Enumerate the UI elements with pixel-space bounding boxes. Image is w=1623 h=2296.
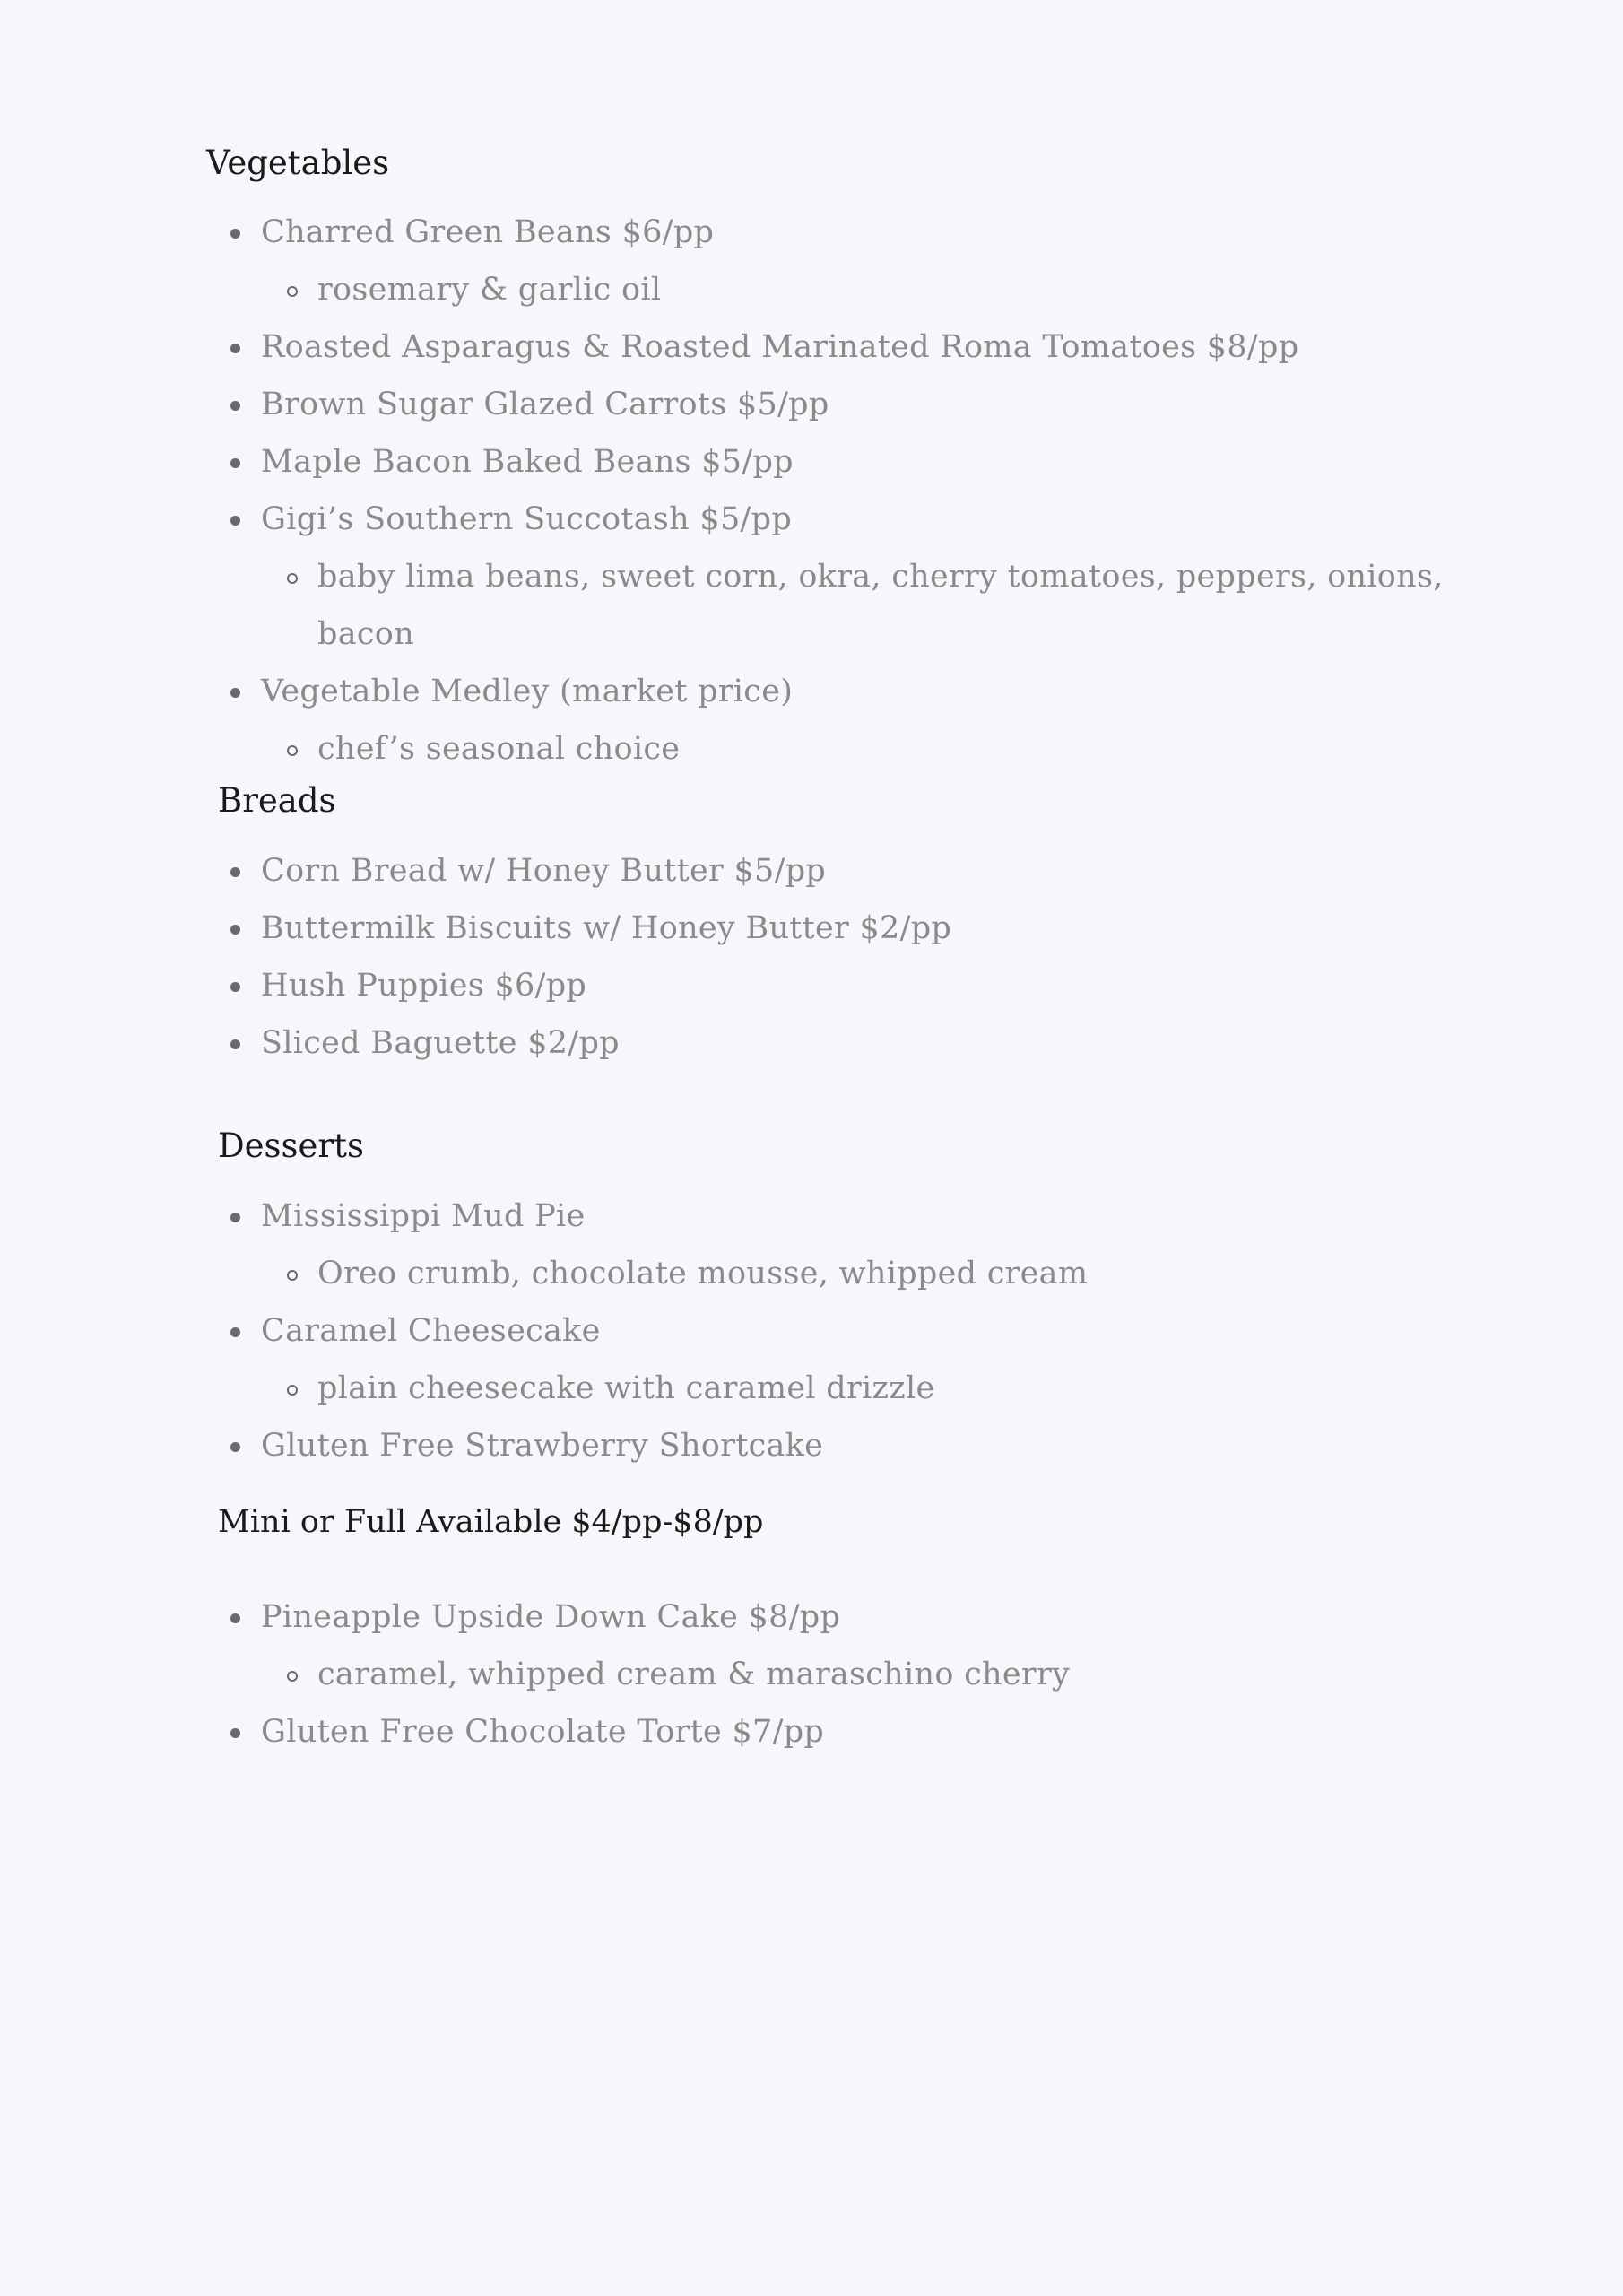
desserts-availability-note: Mini or Full Available $4/pp-$8/pp <box>218 1504 764 1540</box>
list-item <box>261 501 793 537</box>
item-description: Oreo crumb, chocolate mousse, whipped cream <box>317 1256 1089 1292</box>
bullet-icon <box>230 1728 240 1738</box>
item-description: caramel, whipped cream & maraschino cherry <box>317 1657 1071 1692</box>
list-item <box>261 329 1299 365</box>
item-label: Gluten Free Chocolate Torte $7/pp <box>261 1714 825 1750</box>
item-description: rosemary & garlic oil <box>317 272 662 308</box>
item-description: baby lima beans, sweet corn, okra, cherry tomatoes, peppers, onions, <box>317 559 1444 595</box>
item-label: Brown Sugar Glazed Carrots $5/pp <box>261 387 829 422</box>
bullet-icon <box>230 982 240 992</box>
item-label: Sliced Baguette $2/pp <box>261 1025 620 1061</box>
list-item <box>261 389 829 421</box>
list-subitem <box>317 731 681 767</box>
bullet-icon <box>230 458 240 468</box>
hollow-bullet-icon <box>287 286 298 297</box>
bullet-icon <box>230 925 240 935</box>
bullet-icon <box>230 1327 240 1337</box>
item-label: Caramel Cheesecake <box>261 1313 601 1349</box>
list-item <box>261 444 794 480</box>
list-item <box>261 910 952 946</box>
list-item <box>261 1198 586 1234</box>
desserts-heading: Desserts <box>218 1126 364 1165</box>
list-subitem <box>317 1370 935 1406</box>
list-item <box>261 1025 620 1061</box>
list-item <box>261 676 793 708</box>
hollow-bullet-icon <box>287 573 298 584</box>
bullet-icon <box>230 1039 240 1049</box>
item-label: Vegetable Medley (market price) <box>261 674 794 709</box>
bullet-icon <box>230 516 240 526</box>
list-subitem <box>317 559 1444 652</box>
hollow-bullet-icon <box>287 1671 298 1682</box>
item-label: Corn Bread w/ Honey Butter $5/pp <box>261 853 827 889</box>
breads-heading: Breads <box>218 781 336 820</box>
list-item <box>261 214 715 250</box>
item-label: Hush Puppies $6/pp <box>261 968 587 1004</box>
vegetables-heading: Vegetables <box>206 144 390 182</box>
bullet-icon <box>230 1442 240 1452</box>
bullet-icon <box>230 344 240 353</box>
bullet-icon <box>230 229 240 239</box>
list-item <box>261 1428 824 1464</box>
bullet-icon <box>230 401 240 411</box>
list-subitem <box>317 1659 1070 1691</box>
item-description-continued: bacon <box>317 616 414 652</box>
list-item <box>261 853 827 889</box>
list-subitem <box>317 1258 1088 1290</box>
list-subitem <box>317 274 661 306</box>
item-label: Gigi’s Southern Succotash $5/pp <box>261 501 793 537</box>
item-label: Maple Bacon Baked Beans $5/pp <box>261 444 794 480</box>
item-label: Charred Green Beans $6/pp <box>261 214 715 250</box>
hollow-bullet-icon <box>287 1270 298 1281</box>
bullet-icon <box>230 1213 240 1222</box>
item-label: Gluten Free Strawberry Shortcake <box>261 1428 824 1464</box>
item-label: Pineapple Upside Down Cake $8/pp <box>261 1599 841 1635</box>
bullet-icon <box>230 867 240 877</box>
item-label: Roasted Asparagus & Roasted Marinated Roma Tomatoes $8/pp <box>261 329 1299 365</box>
item-label: Buttermilk Biscuits w/ Honey Butter $2/pp <box>261 910 952 946</box>
item-description: chef’s seasonal choice <box>317 731 681 767</box>
item-description: plain cheesecake with caramel drizzle <box>317 1370 935 1406</box>
list-item <box>261 1714 825 1750</box>
bullet-icon <box>230 1613 240 1623</box>
list-item <box>261 1313 601 1349</box>
bullet-icon <box>230 688 240 698</box>
item-label: Mississippi Mud Pie <box>261 1198 586 1234</box>
list-item <box>261 970 586 1002</box>
list-item <box>261 1599 841 1635</box>
hollow-bullet-icon <box>287 1385 298 1396</box>
hollow-bullet-icon <box>287 745 298 756</box>
